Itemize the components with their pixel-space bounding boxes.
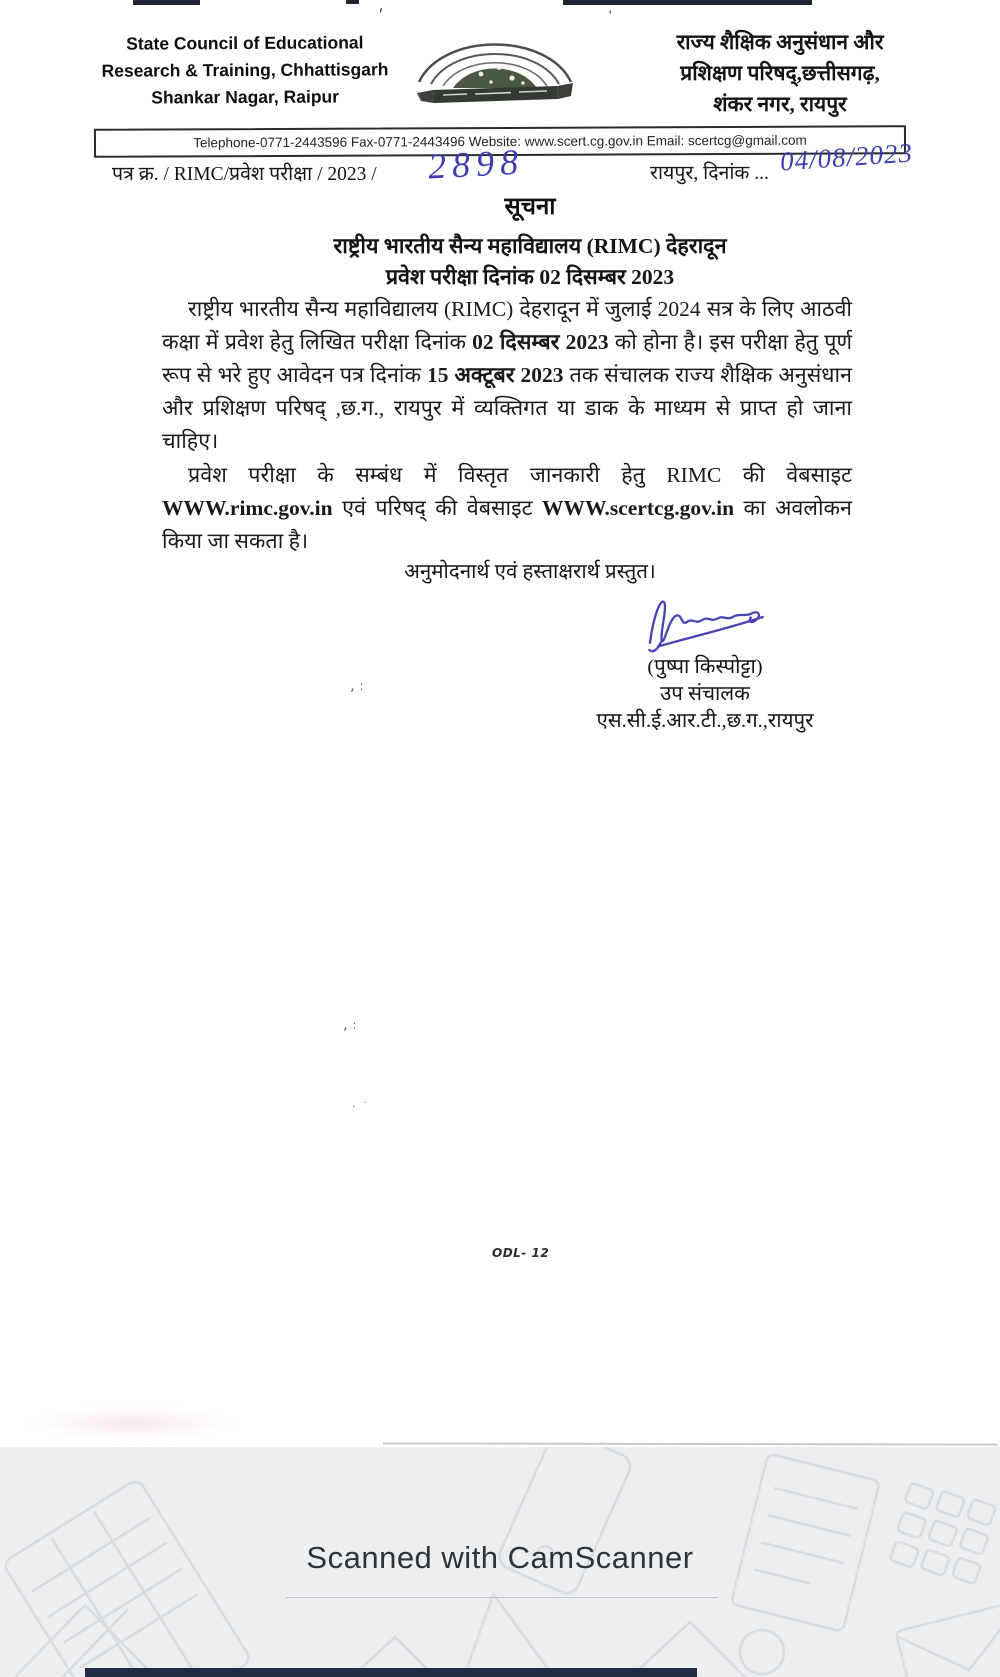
rimc-website-bold: WWW.rimc.gov.in	[162, 496, 333, 520]
scan-artifact-strip	[563, 0, 812, 5]
org-en-line3: Shankar Nagar, Raipur	[151, 86, 340, 108]
odl-code: ODL- 12	[492, 1246, 550, 1260]
closing-line: अनुमोदनार्थ एवं हस्ताक्षरार्थ प्रस्तुत।	[404, 561, 656, 583]
para2-text: का अवलोकन किया जा सकता है।	[162, 496, 852, 553]
camscanner-watermark-text: Scanned with CamScanner	[306, 1540, 694, 1575]
application-deadline-bold: 15 अक्टूबर 2023	[426, 363, 564, 387]
notice-heading-line1: राष्ट्रीय भारतीय सैन्य महाविद्यालय (RIMC) देहरादून	[333, 234, 727, 258]
notice-heading-line2: प्रवेश परीक्षा दिनांक 02 दिसम्बर 2023	[385, 265, 675, 289]
org-hi-line2: प्रशिक्षण परिषद्,छत्तीसगढ़,	[680, 61, 880, 85]
ink-mark: · ˙	[352, 1100, 368, 1113]
notice-paragraph-1	[162, 293, 852, 458]
ink-mark: , :	[343, 1015, 357, 1033]
signatory-designation: उप संचालक	[660, 683, 750, 705]
org-en-line2: Research & Training, Chhattisgarh	[101, 59, 389, 81]
camscanner-underline	[286, 1597, 718, 1598]
signature-block	[585, 592, 825, 735]
org-name-hindi	[612, 27, 948, 120]
signatory-organization: एस.सी.ई.आर.टी.,छ.ग.,रायपुर	[596, 710, 814, 732]
org-en-line1: State Council of Educational	[126, 32, 364, 54]
letter-number-handwritten: 2898	[427, 141, 525, 187]
org-hi-line1: राज्य शैक्षिक अनुसंधान और	[676, 30, 884, 54]
notice-paragraph-2	[162, 459, 852, 558]
scan-smudge	[25, 1406, 240, 1440]
ink-mark: '	[607, 7, 613, 23]
scan-artifact-strip	[346, 0, 359, 4]
scan-artifact-strip	[85, 1668, 697, 1677]
scert-logo-icon	[415, 20, 575, 122]
para2-text: एवं परिषद् की वेबसाइट	[332, 496, 542, 520]
date-handwritten: 04/08/2023	[779, 137, 914, 177]
camscanner-footer	[0, 1447, 1000, 1677]
signatory-name: (पुष्पा किस्पोट्टा)	[647, 656, 763, 678]
contact-line: Telephone-0771-2443596 Fax-0771-2443496 Website: www.scert.cg.gov.in Email: scertcg@gmail.com	[193, 132, 807, 151]
para1-text: को होना है। इस परीक्षा हेतु पूर्ण रूप से भरे हुए आवेदन पत्र दिनांक	[162, 330, 852, 387]
para1-text: राष्ट्रीय भारतीय सैन्य महाविद्यालय (RIMC) देहरादून में जुलाई 2024 सत्र के लिए आठवी कक्षा में प्रवेश हेतु लिखित परीक्षा दिनांक	[162, 297, 852, 354]
place-date-label: रायपुर, दिनांक ...	[650, 163, 769, 184]
exam-date-bold: 02 दिसम्बर 2023	[472, 330, 609, 354]
notice-title: सूचना	[504, 194, 556, 220]
org-hi-line3: शंकर नगर, रायपुर	[713, 92, 847, 116]
scert-website-bold: WWW.scertcg.gov.in	[541, 496, 735, 520]
letter-number-label: पत्र क्र. / RIMC/प्रवेश परीक्षा / 2023 /	[112, 164, 377, 185]
paper-edge-line	[383, 1442, 998, 1445]
handwritten-signature-icon	[639, 592, 771, 654]
scan-artifact-strip	[133, 0, 200, 5]
org-name-english	[90, 29, 400, 112]
para1-text: तक संचालक राज्य शैक्षिक अनुसंधान और प्रशिक्षण परिषद् ,छ.ग., रायपुर में व्यक्तिगत या डाक के माध्यम से प्राप्त हो जाना चाहिए।	[162, 363, 852, 453]
para2-text: प्रवेश परीक्षा के सम्बंध में विस्तृत जानकारी हेतु RIMC की वेबसाइट	[188, 463, 852, 487]
ink-mark: , :	[350, 676, 364, 694]
ink-mark: '	[376, 4, 384, 24]
